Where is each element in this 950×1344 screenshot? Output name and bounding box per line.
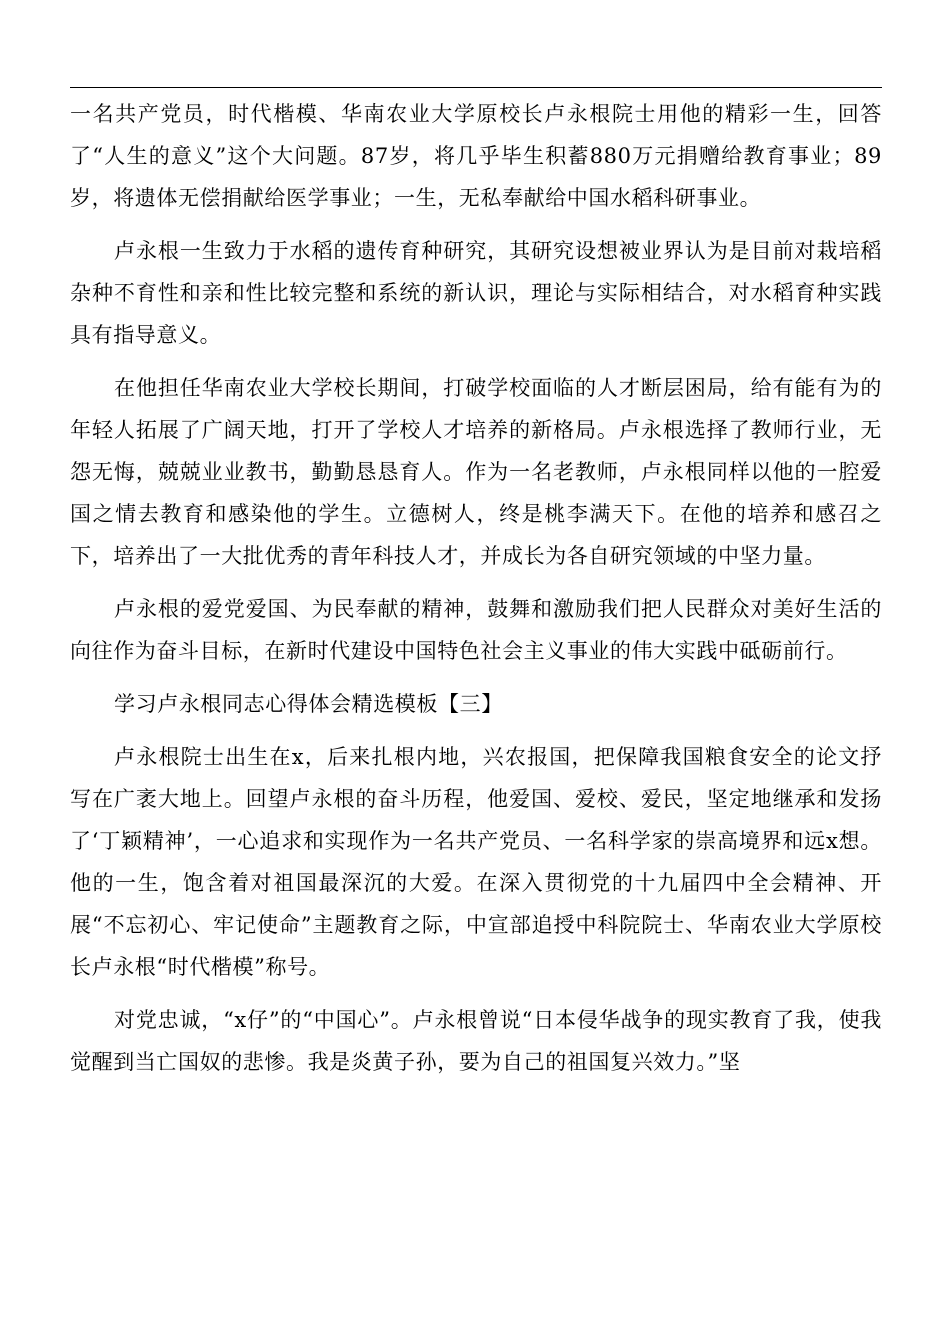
paragraph-loyalty: 对党忠诚，“x仔”的“中国心”。卢永根曾说“日本侵华战争的现实教育了我，使我觉醒到当亡国奴的悲惨。我是炎黄子孙，要为自己的祖国复兴效力。”坚 [70,1008,882,1074]
paragraph-biography: 卢永根院士出生在x，后来扎根内地，兴农报国，把保障我国粮食安全的论文抒写在广袤大地上。回望卢永根的奋斗历程，他爱国、爱校、爱民，坚定地继承和发扬了‘丁颖精神’，一心追求和实现作为一名共产党员、一名科学家的崇高境界和远x想。他的一生，饱含着对祖国最深沉的大爱。在深入贯彻党的十九届四中全会精神、开展“不忘初心、牢记使命”主题教育之际，中宣部追授中科院院士、华南农业大学原校长卢永根“时代楷模”称号。 [70,745,882,979]
document-body [70,93,882,1094]
paragraph-president: 在他担任华南农业大学校长期间，打破学校面临的人才断层困局，给有能有为的年轻人拓展了广阔天地，打开了学校人才培养的新格局。卢永根选择了教师行业，无怨无悔，兢兢业业教书，勤勤恳恳育人。作为一名老教师，卢永根同样以他的一腔爱国之情去教育和感染他的学生。立德树人，终是桃李满天下。在他的培养和感召之下，培养出了一大批优秀的青年科技人才，并成长为各自研究领域的中坚力量。 [70,376,882,568]
paragraph-continued: 一名共产党员，时代楷模、华南农业大学原校长卢永根院士用他的精彩一生，回答了“人生的意义”这个大问题。87岁，将几乎毕生积蓄880万元捐赠给教育事业；89岁，将遗体无偿捐献给医学事业；一生，无私奉献给中国水稻科研事业。 [70,102,882,210]
header-rule [70,87,882,88]
paragraph-spirit: 卢永根的爱党爱国、为民奉献的精神，鼓舞和激励我们把人民群众对美好生活的向往作为奋斗目标，在新时代建设中国特色社会主义事业的伟大实践中砥砺前行。 [70,597,882,663]
paragraph-research: 卢永根一生致力于水稻的遗传育种研究，其研究设想被业界认为是目前对栽培稻杂种不育性和亲和性比较完整和系统的新认识，理论与实际相结合，对水稻育种实践具有指导意义。 [70,239,882,347]
section-heading: 学习卢永根同志心得体会精选模板【三】 [114,692,503,716]
